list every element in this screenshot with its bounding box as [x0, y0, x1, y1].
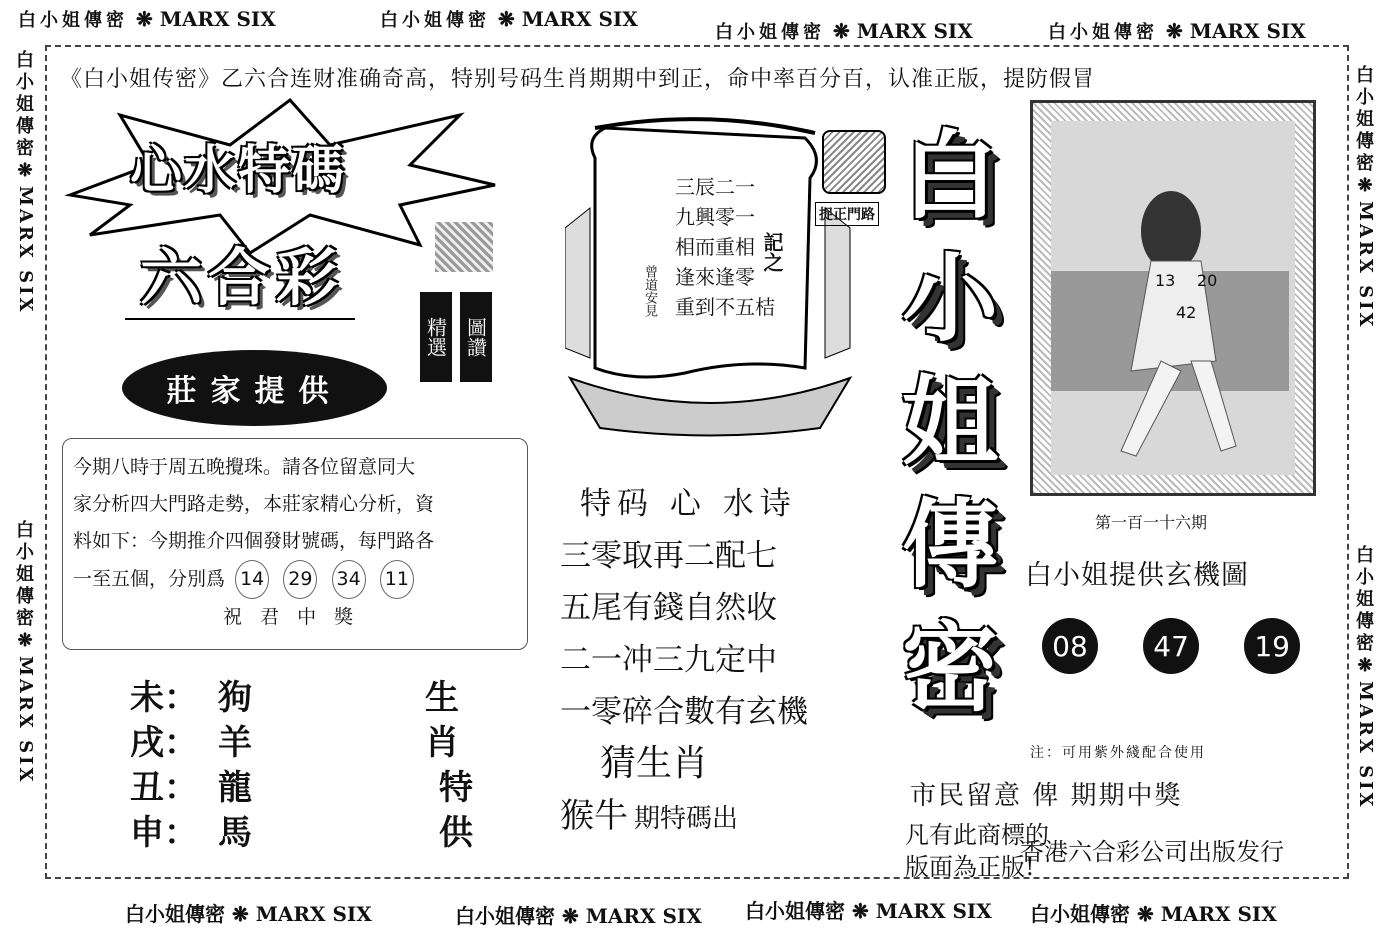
side-en: MARX SIX: [1355, 201, 1376, 330]
vertical-char: 小: [902, 243, 998, 355]
banner-cn: 白小姐傳密: [455, 904, 555, 928]
banner-cn: 白小姐傳密: [380, 10, 490, 31]
side-star-icon: ❋: [1357, 655, 1373, 676]
side-char: 小: [1356, 567, 1374, 588]
vertical-char: 密: [902, 612, 998, 724]
side-char: 小: [16, 72, 34, 93]
lucky-number: 14: [235, 560, 269, 599]
photo-frame: [1030, 100, 1316, 496]
ship-author: 曾道安見: [642, 265, 657, 317]
banner-en: MARX SIX: [875, 899, 992, 923]
announcement-box: [62, 438, 528, 650]
side-char: 傳: [16, 586, 34, 607]
poem-answer: 猴牛: [560, 796, 628, 836]
ship-line: 九興零一: [675, 205, 755, 229]
vertical-char: 白: [902, 120, 998, 232]
banner-star-icon: ❋: [1136, 902, 1154, 926]
side-char: 小: [1356, 87, 1374, 108]
banner-cn: 白小姐傳密: [1030, 902, 1130, 926]
badge-jingxuan: 精選: [420, 292, 452, 382]
issue-number: 第一百一十六期: [1095, 513, 1208, 532]
side-char: 密: [1356, 153, 1374, 174]
side-char: 密: [16, 138, 34, 159]
figure-illustration: [1051, 121, 1289, 469]
banner-cn: 白小姐傳密: [18, 10, 128, 31]
banner-en: MARX SIX: [1160, 902, 1277, 926]
announce-sign: 祝 君 中 獎: [223, 606, 360, 628]
photo-number: 42: [1176, 303, 1197, 322]
banner-cn: 白小姐傳密: [125, 902, 225, 926]
number-ball: 19: [1244, 618, 1300, 674]
side-char: 小: [16, 542, 34, 563]
stamp-label: 捉正門路: [815, 202, 879, 226]
poem-line: 二一冲三九定中: [560, 642, 777, 678]
ship-line: 逢來逢零: [675, 265, 755, 289]
photo-number: 13: [1155, 271, 1176, 290]
side-char: 密: [1356, 633, 1374, 654]
banner-cn: 白小姐傳密: [745, 899, 845, 923]
left-side-banner-2: [12, 520, 38, 790]
zodiac-item: 特: [439, 768, 473, 808]
zodiac-item: 龍: [218, 768, 252, 808]
banner-en: MARX SIX: [585, 904, 702, 928]
zodiac-item: 馬: [218, 813, 252, 853]
side-char: 傳: [16, 116, 34, 137]
banner-cn: 白小姐傳密: [1048, 22, 1158, 43]
poem-answer-suffix: 期特碼出: [634, 804, 739, 834]
zodiac-item: 戌：: [130, 723, 198, 763]
poem-line: 一零碎合數有玄機: [560, 694, 808, 730]
top-banner-3: [715, 18, 973, 44]
banner-en: MARX SIX: [1189, 19, 1306, 43]
zodiac-col-3: [425, 676, 473, 856]
side-char: 白: [16, 520, 34, 541]
zodiac-item: 供: [439, 813, 473, 853]
right-side-banner-1: [1352, 65, 1378, 335]
left-side-banner-1: [12, 50, 38, 320]
banner-star-icon: ❋: [851, 899, 869, 923]
zodiac-item: 肖: [425, 723, 459, 763]
side-char: 傳: [1356, 611, 1374, 632]
top-banner-2: [380, 6, 638, 32]
zodiac-item: 未：: [130, 678, 198, 718]
footer-line-3: 香港六合彩公司出版发行: [1020, 838, 1284, 866]
vertical-char: 傳: [902, 489, 998, 601]
bottom-banner-3: [745, 895, 992, 924]
announce-text: 一至五個，分別爲: [73, 568, 226, 590]
poem-line: 三零取再二配七: [560, 538, 777, 574]
announce-line: [73, 560, 519, 599]
side-star-icon: ❋: [17, 630, 33, 651]
small-image: [435, 222, 493, 272]
photo: [1051, 121, 1295, 475]
zodiac-item: 生: [425, 678, 459, 718]
zodiac-item: 狗: [218, 678, 252, 718]
announce-line: 料如下：今期推介四個發財號碼，每門路各: [73, 530, 435, 552]
footer-line-4: 版面為正版!: [905, 853, 1035, 881]
zodiac-item: 丑：: [130, 768, 198, 808]
announce-line: 今期八時于周五晚攪珠。請各位留意同大: [73, 456, 416, 478]
bottom-banner-2: [455, 900, 702, 929]
center-vertical-title: [895, 115, 1005, 730]
title-liuhecai: 六合彩: [140, 241, 345, 314]
side-en: MARX SIX: [15, 656, 36, 785]
bottom-banner-4: [1030, 898, 1277, 927]
banner-en: MARX SIX: [255, 902, 372, 926]
zodiac-item: 申：: [130, 813, 198, 853]
banner-en: MARX SIX: [159, 7, 276, 31]
header-text: 《白小姐传密》乙六合连财准确奇高，特别号码生肖期期中到正，命中率百分百，认准正版，提防假冒: [60, 67, 1096, 92]
ship-jizhi: 記之: [760, 232, 784, 272]
zodiac-col-2: [218, 676, 252, 856]
lucky-number: 34: [332, 560, 366, 599]
banner-star-icon: ❋: [833, 19, 850, 43]
badge-tuzan: 圖讚: [460, 292, 492, 382]
side-char: 姐: [1356, 109, 1374, 130]
side-char: 姐: [16, 564, 34, 585]
title-underline: [125, 318, 355, 320]
poem-guess: 猜生肖: [600, 743, 709, 784]
banner-star-icon: ❋: [1166, 19, 1183, 43]
poem-title: 特码 心 水诗: [580, 486, 797, 522]
footer-line-2: 凡有此商標的: [905, 821, 1049, 849]
banner-star-icon: ❋: [231, 902, 249, 926]
side-char: 姐: [1356, 589, 1374, 610]
zodiac-col-1: [130, 676, 198, 856]
right-side-banner-2: [1352, 545, 1378, 815]
lucky-number: 29: [283, 560, 317, 599]
banner-en: MARX SIX: [856, 19, 973, 43]
side-char: 白: [1356, 545, 1374, 566]
side-char: 密: [16, 608, 34, 629]
announce-line: 家分析四大門路走勢，本莊家精心分析，資: [73, 493, 435, 515]
side-star-icon: ❋: [17, 160, 33, 181]
dealer-oval: 莊家提供: [122, 350, 387, 426]
banner-star-icon: ❋: [498, 7, 515, 31]
footer-line-1: 市民留意 俾 期期中獎: [910, 781, 1183, 811]
top-banner-4: [1048, 18, 1306, 44]
banner-star-icon: ❋: [561, 904, 579, 928]
top-banner-1: [18, 6, 276, 32]
uv-note: 注：可用紫外綫配合使用: [1030, 745, 1206, 761]
banner-star-icon: ❋: [136, 7, 153, 31]
banner-cn: 白小姐傳密: [715, 22, 825, 43]
poem-block: [560, 478, 880, 845]
side-star-icon: ❋: [1357, 175, 1373, 196]
ship-line: 重到不五桔: [675, 295, 775, 319]
poem-line: 五尾有錢自然收: [560, 590, 777, 626]
stamp-icon: [822, 130, 886, 194]
zodiac-item: 羊: [218, 723, 252, 763]
photo-number: 20: [1197, 271, 1218, 290]
banner-en: MARX SIX: [521, 7, 638, 31]
ship-line: 相而重相: [675, 235, 755, 259]
provider-title: 白小姐提供玄機圖: [1025, 560, 1249, 591]
side-en: MARX SIX: [1355, 681, 1376, 810]
number-ball: 08: [1042, 618, 1098, 674]
lucky-number: 11: [380, 560, 414, 599]
side-char: 姐: [16, 94, 34, 115]
bottom-banner-1: [125, 898, 372, 927]
side-char: 白: [1356, 65, 1374, 86]
side-char: 白: [16, 50, 34, 71]
ship-line: 三辰二一: [675, 175, 755, 199]
side-char: 傳: [1356, 131, 1374, 152]
ball-row: [1022, 618, 1320, 674]
number-ball: 47: [1143, 618, 1199, 674]
side-en: MARX SIX: [15, 186, 36, 315]
title-xinshui: 心水特碼: [130, 141, 347, 201]
vertical-char: 姐: [902, 366, 998, 478]
